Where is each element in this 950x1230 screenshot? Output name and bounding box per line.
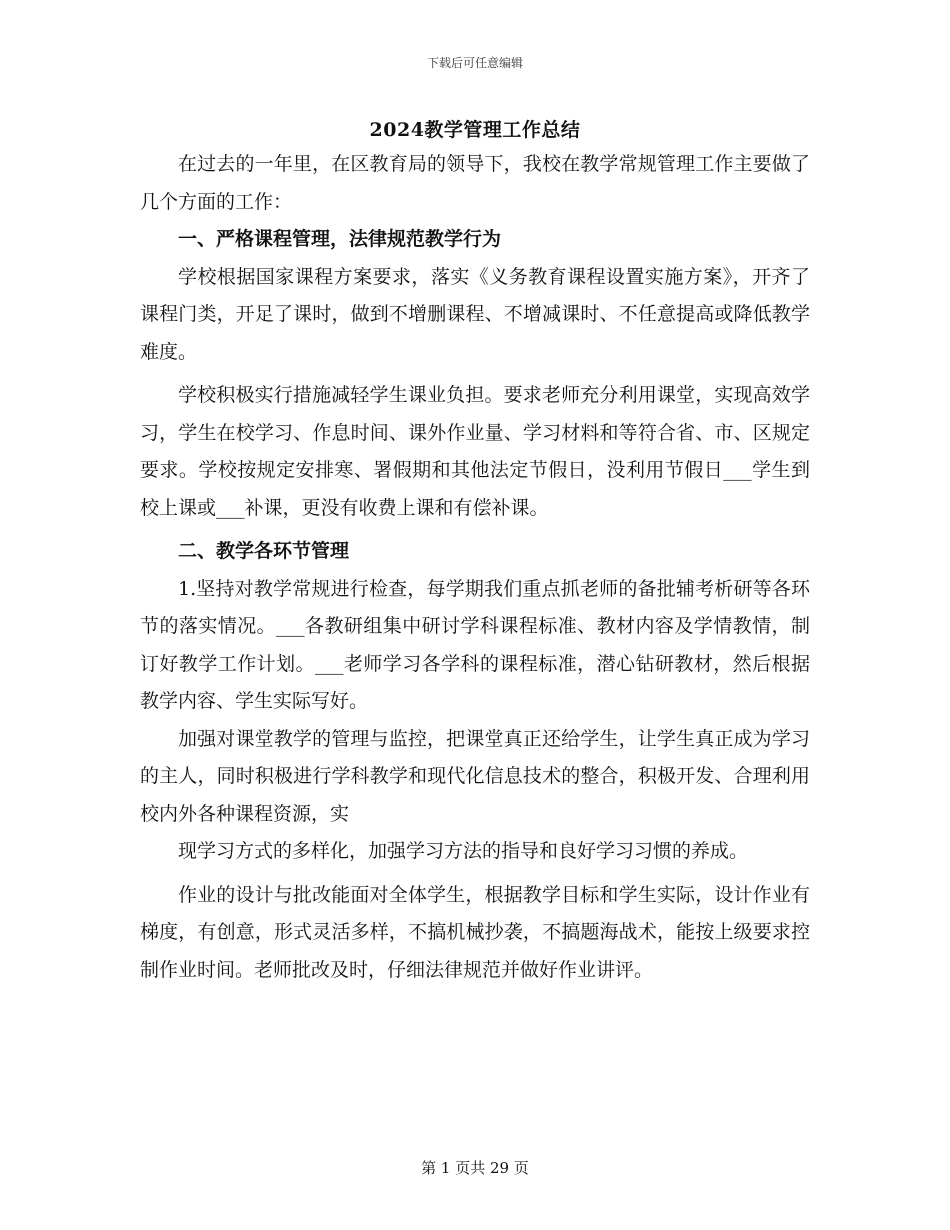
section-heading-2: 二、教学各环节管理 bbox=[178, 540, 350, 562]
page-footer: 第 1 页共 29 页 bbox=[421, 1159, 529, 1177]
body-paragraph: 学校根据国家课程方案要求，落实《义务教育课程设置实施方案》，开齐了课程门类，开足了课时，做到不增删课程、不增减课时、不任意提高或降低教学难度。 bbox=[140, 265, 810, 363]
document-title: 2024教学管理工作总结 bbox=[369, 119, 581, 141]
section-heading-1: 一、严格课程管理，法律规范教学行为 bbox=[178, 228, 502, 250]
body-paragraph: 加强对课堂教学的管理与监控，把课堂真正还给学生，让学生真正成为学习的主人，同时积极进行学科教学和现代化信息技术的整合，积极开发、合理利用校内外各种课程资源，实 bbox=[140, 727, 810, 825]
body-paragraph: 作业的设计与批改能面对全体学生，根据教学目标和学生实际，设计作业有梯度，有创意，形式灵活多样，不搞机械抄袭，不搞题海战术，能按上级要求控制作业时间。老师批改及时，仔细法律规范并做好作业讲评。 bbox=[140, 883, 810, 981]
document-body bbox=[140, 146, 810, 989]
body-paragraph: 学校积极实行措施减轻学生课业负担。要求老师充分利用课堂，实现高效学习，学生在校学习、作息时间、课外作业量、学习材料和等符合省、市、区规定要求。学校按规定安排寒、署假期和其他法定节假日，没利用节假日___学生到校上课或___补课，更没有收费上课和有偿补课。 bbox=[140, 384, 810, 519]
body-paragraph: 现学习方式的多样化，加强学习方法的指导和良好学习习惯的养成。 bbox=[178, 840, 749, 862]
body-paragraph: 1.坚持对教学常规进行检查，每学期我们重点抓老师的备批辅考析研等各环节的落实情况。___各教研组集中研讨学科课程标准、教材内容及学情教情，制订好教学工作计划。___老师学习各学科的课程标准，潜心钻研教材，然后根据教学内容、学生实际写好。 bbox=[140, 577, 810, 712]
intro-paragraph: 在过去的一年里，在区教育局的领导下，我校在教学常规管理工作主要做了几个方面的工作： bbox=[140, 153, 810, 213]
header-note: 下载后可任意编辑 bbox=[426, 56, 523, 70]
